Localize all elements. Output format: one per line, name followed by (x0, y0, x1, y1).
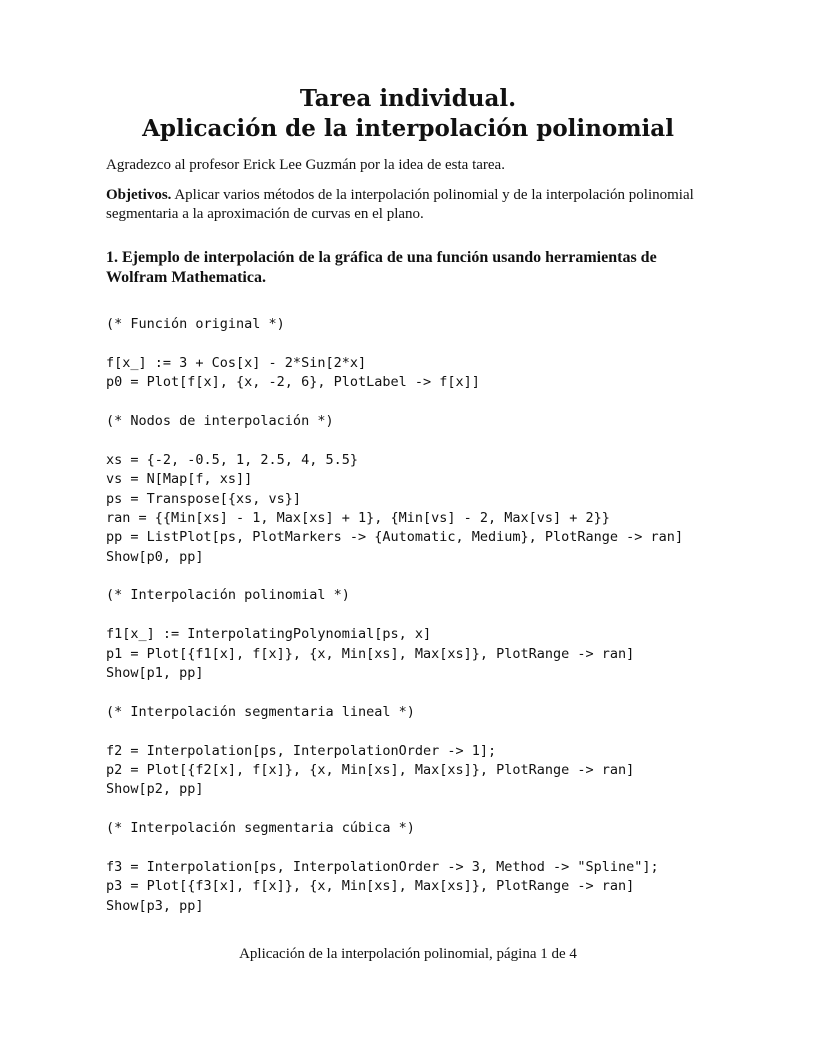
code-line: xs = {-2, -0.5, 1, 2.5, 4, 5.5} (106, 451, 358, 468)
title-line-2: Aplicación de la interpolación polinomial (142, 115, 674, 142)
code-line: Show[p1, pp] (106, 665, 204, 682)
code-comment-line: (* Nodos de interpolación *) (106, 412, 334, 429)
code-line: p0 = Plot[f[x], {x, -2, 6}, PlotLabel -> f[x]] (106, 374, 480, 391)
code-block (106, 315, 726, 916)
title-line-1: Tarea individual. (299, 85, 517, 112)
code-line: f1[x_] := InterpolatingPolynomial[ps, x] (106, 626, 432, 643)
code-line: Show[p2, pp] (106, 781, 204, 798)
section-1-heading: 1. Ejemplo de interpolación de la gráfica de una función usando herramientas de Wolfram Mathematica. (106, 249, 657, 286)
code-blank-line (106, 567, 726, 586)
code-line: p2 = Plot[{f2[x], f[x]}, {x, Min[xs], Max[xs]}, PlotRange -> ran] (106, 761, 635, 778)
code-blank-line (106, 334, 726, 353)
code-line: f3 = Interpolation[ps, InterpolationOrder -> 3, Method -> "Spline"]; (106, 858, 659, 875)
code-line: Show[p3, pp] (106, 897, 204, 914)
code-line: p1 = Plot[{f1[x], f[x]}, {x, Min[xs], Max[xs]}, PlotRange -> ran] (106, 645, 635, 662)
code-comment-line: (* Función original *) (106, 316, 285, 332)
code-blank-line (106, 800, 726, 819)
page-footer: Aplicación de la interpolación polinomial, página 1 de 4 (239, 946, 577, 962)
objectives-text: Aplicar varios métodos de la interpolación polinomial y de la interpolación polinomial segmentaria a la aproximación de curvas en el plano. (106, 187, 694, 222)
code-line: Show[p0, pp] (106, 548, 204, 565)
code-line: vs = N[Map[f, xs]] (106, 471, 253, 488)
code-comment-line: (* Interpolación polinomial *) (106, 587, 350, 604)
code-blank-line (106, 683, 726, 702)
code-blank-line (106, 839, 726, 858)
code-blank-line (106, 722, 726, 741)
code-line: f2 = Interpolation[ps, InterpolationOrder -> 1]; (106, 742, 497, 759)
code-line: p3 = Plot[{f3[x], f[x]}, {x, Min[xs], Max[xs]}, PlotRange -> ran] (106, 878, 635, 895)
code-line: ps = Transpose[{xs, vs}] (106, 490, 302, 507)
code-comment-line: (* Interpolación segmentaria lineal *) (106, 703, 415, 720)
code-line: ran = {{Min[xs] - 1, Max[xs] + 1}, {Min[vs] - 2, Max[vs] + 2}} (106, 509, 610, 526)
code-blank-line (106, 606, 726, 625)
code-blank-line (106, 393, 726, 412)
code-blank-line (106, 431, 726, 450)
code-line: pp = ListPlot[ps, PlotMarkers -> {Automatic, Medium}, PlotRange -> ran] (106, 529, 684, 546)
objectives-label: Objetivos. (106, 187, 172, 203)
code-line: f[x_] := 3 + Cos[x] - 2*Sin[2*x] (106, 354, 367, 371)
objectives-paragraph (106, 186, 716, 224)
page-title (0, 84, 816, 144)
code-comment-line: (* Interpolación segmentaria cúbica *) (106, 820, 415, 837)
acknowledgement-paragraph: Agradezco al profesor Erick Lee Guzmán por la idea de esta tarea. (106, 157, 505, 173)
